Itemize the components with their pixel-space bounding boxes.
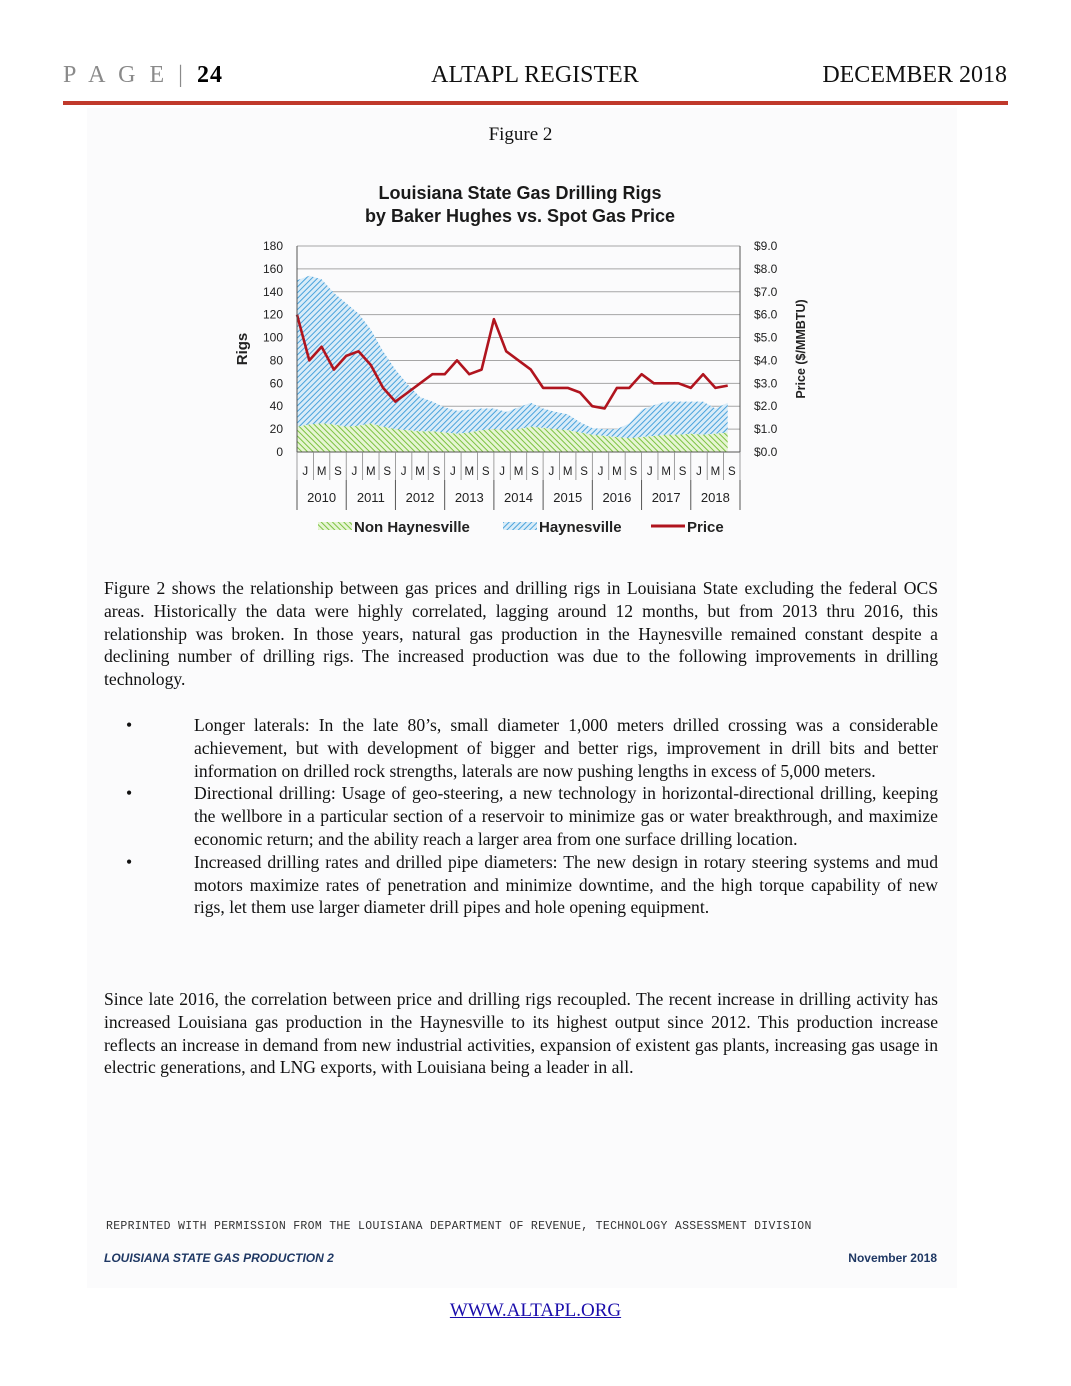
month-tick-label: J bbox=[351, 466, 358, 478]
month-tick-label: M bbox=[366, 466, 376, 478]
list-item bbox=[104, 714, 938, 782]
y2-tick-label: $0.0 bbox=[754, 445, 778, 459]
y2-tick-label: $4.0 bbox=[754, 353, 778, 368]
header-rule bbox=[63, 101, 1008, 105]
month-tick-label: M bbox=[562, 466, 573, 478]
list-item bbox=[104, 851, 938, 919]
month-tick-label: S bbox=[383, 466, 392, 478]
month-tick-label: S bbox=[629, 466, 638, 478]
year-label: 2018 bbox=[700, 490, 730, 505]
intro-paragraph: Figure 2 shows the relationship between gas prices and drilling rigs in Louisiana State excluding the federal OCS areas. Historically the data were highly correlated, lagging around 12 months, but from 2013 thru 2016, this relationship was broken. In those years, natural gas production in the Haynesville remained constant despite a declining number of drilling rigs. The increased production was due to the following improvements in drilling technology. bbox=[104, 578, 938, 690]
legend-label: Price bbox=[687, 519, 724, 536]
month-tick-label: S bbox=[531, 466, 539, 478]
rigs-price-chart bbox=[225, 172, 815, 552]
month-tick-label: J bbox=[499, 466, 505, 478]
month-tick-label: M bbox=[661, 466, 671, 478]
page-number: P A G E | 24 bbox=[63, 62, 223, 88]
year-label: 2017 bbox=[651, 490, 681, 505]
month-tick-label: J bbox=[696, 466, 702, 478]
year-label: 2013 bbox=[454, 490, 484, 505]
month-tick-label: M bbox=[316, 466, 327, 478]
month-tick-label: J bbox=[400, 466, 407, 478]
month-tick-label: M bbox=[612, 466, 622, 478]
month-tick-label: M bbox=[710, 466, 721, 478]
issue-date: DECEMBER 2018 bbox=[822, 62, 1007, 88]
reprint-notice: REPRINTED WITH PERMISSION FROM THE LOUISIANA DEPARTMENT OF REVENUE, TECHNOLOGY ASSESSMENT DIVISION bbox=[106, 1220, 812, 1233]
chart-title: Louisiana State Gas Drilling Rigs bbox=[378, 183, 662, 203]
y-tick-label: 100 bbox=[262, 330, 283, 345]
legend-label: Non Haynesville bbox=[354, 519, 470, 536]
month-tick-label: S bbox=[580, 466, 588, 478]
bullet-marker: • bbox=[126, 715, 133, 735]
month-tick-label: J bbox=[449, 466, 456, 478]
list-item bbox=[104, 782, 938, 850]
website-link[interactable]: WWW.ALTAPL.ORG bbox=[449, 1300, 622, 1321]
month-tick-label: S bbox=[727, 466, 736, 478]
month-tick-label: S bbox=[334, 466, 342, 478]
y2-tick-label: $5.0 bbox=[754, 330, 778, 345]
y2-tick-label: $9.0 bbox=[754, 239, 778, 253]
y-tick-label: 180 bbox=[262, 239, 283, 253]
year-label: 2014 bbox=[504, 490, 533, 505]
month-tick-label: M bbox=[513, 466, 524, 478]
y-tick-label: 60 bbox=[269, 376, 283, 391]
source-title: LOUISIANA STATE GAS PRODUCTION 2 bbox=[104, 1251, 334, 1265]
y-axis-label: Rigs bbox=[234, 332, 251, 366]
bullet-text: Increased drilling rates and drilled pipe diameters: The new design in rotary steering systems and mud motors maximize rates of penetration and minimize downtime, and the high torque capability of new rigs, let them use larger diameter drill pipes and hole opening equipment. bbox=[194, 851, 938, 918]
month-tick-label: S bbox=[481, 466, 490, 478]
bullet-marker: • bbox=[126, 783, 133, 804]
bullet-text: Longer laterals: In the late 80’s, small diameter 1,000 meters drilled crossing was a considerable achievement, but with development of bigger and better rigs, improvement in drill bits and better information on drilled rock strengths, laterals are now pushing lengths in excess of 5,000 meters. bbox=[194, 715, 938, 781]
y-tick-label: 140 bbox=[262, 284, 283, 299]
month-tick-label: M bbox=[415, 466, 425, 478]
bullet-text: Directional drilling: Usage of geo-steering, a new technology in horizontal-directional drilling, keeping the wellbore in a particular section of a reservoir to minimize gas or water breakthrough, and maximize economic return; and the ability reach a larger area from one surface drilling location. bbox=[194, 783, 938, 849]
y2-tick-label: $6.0 bbox=[754, 307, 778, 322]
month-tick-label: M bbox=[464, 466, 475, 478]
legend-label: Haynesville bbox=[539, 519, 622, 536]
y2-tick-label: $1.0 bbox=[754, 422, 778, 437]
page-header bbox=[63, 62, 1007, 94]
month-tick-label: S bbox=[678, 466, 687, 478]
chart-title: by Baker Hughes vs. Spot Gas Price bbox=[364, 206, 676, 226]
month-tick-label: J bbox=[548, 466, 555, 478]
legend-swatch bbox=[503, 522, 537, 530]
y2-tick-label: $3.0 bbox=[754, 376, 778, 391]
y-tick-label: 80 bbox=[269, 353, 283, 368]
month-tick-label: J bbox=[597, 466, 604, 478]
bullet-list bbox=[104, 714, 938, 919]
y2-tick-label: $2.0 bbox=[754, 399, 778, 414]
legend-swatch bbox=[318, 522, 352, 530]
year-label: 2016 bbox=[602, 490, 632, 505]
month-tick-label: S bbox=[432, 466, 441, 478]
y2-tick-label: $7.0 bbox=[754, 284, 778, 299]
year-label: 2010 bbox=[307, 490, 337, 505]
y2-axis-label: Price ($/MMBTU) bbox=[794, 299, 808, 399]
year-label: 2011 bbox=[356, 490, 385, 505]
y-tick-label: 40 bbox=[269, 399, 283, 414]
year-label: 2015 bbox=[553, 490, 583, 505]
y-tick-label: 0 bbox=[276, 445, 283, 459]
figure-label: Figure 2 bbox=[488, 124, 553, 145]
source-date: November 2018 bbox=[848, 1251, 937, 1265]
bullet-marker: • bbox=[126, 851, 133, 872]
y-tick-label: 120 bbox=[262, 307, 283, 322]
month-tick-label: J bbox=[646, 466, 653, 478]
month-tick-label: J bbox=[302, 466, 309, 478]
y2-tick-label: $8.0 bbox=[754, 261, 778, 276]
publication-title: ALTAPL REGISTER bbox=[431, 62, 639, 88]
year-label: 2012 bbox=[405, 490, 435, 505]
y-tick-label: 20 bbox=[269, 422, 283, 437]
closing-paragraph: Since late 2016, the correlation between price and drilling rigs recoupled. The recent increase in drilling activity has increased Louisiana gas production in the Haynesville to its highest output since 2012. This production increase reflects an increase in demand from new industrial activities, expansion of existent gas plants, increasing gas usage in electric generations, and LNG exports, with Louisiana being a leader in all. bbox=[104, 989, 938, 1078]
y-tick-label: 160 bbox=[262, 261, 283, 276]
